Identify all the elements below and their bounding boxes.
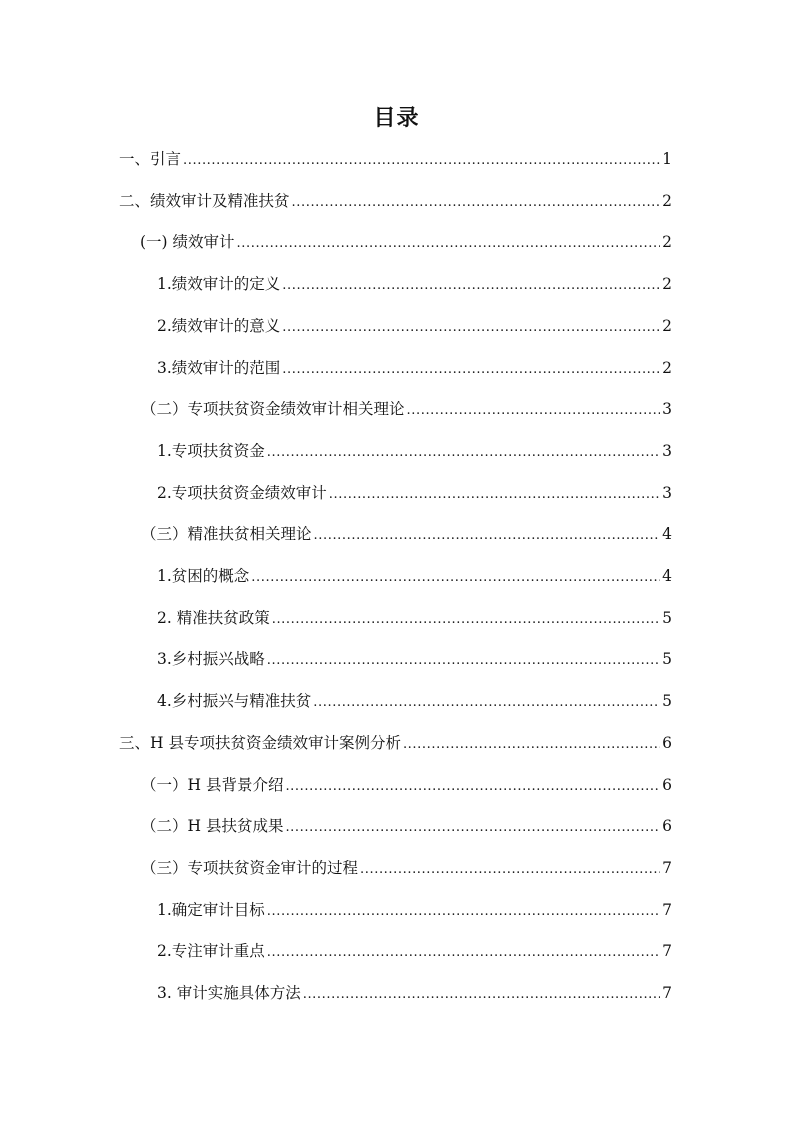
toc-entry-label: 4.乡村振兴与精准扶贫 [157,692,312,711]
toc-leader-dots [183,148,660,174]
toc-leader-dots [313,690,660,716]
toc-leader-dots [407,398,661,424]
toc-leader-dots [282,315,660,341]
toc-entry-page: 2 [662,316,672,335]
toc-entry[interactable] [157,355,672,381]
toc-entry-page: 4 [662,567,672,585]
toc-leader-dots [314,523,661,549]
toc-entry[interactable] [157,271,672,297]
toc-entry-label: （三）专项扶贫资金审计的过程 [141,858,359,877]
toc-entry[interactable] [141,396,672,422]
toc-entry-label: 一、引言 [119,150,182,168]
toc-entry-label: 二、绩效审计及精准扶贫 [119,191,290,210]
toc-entry-label: 三、H 县专项扶贫资金绩效审计案例分析 [119,733,401,752]
toc-entry[interactable] [157,688,672,714]
toc-entry-page: 3 [662,483,672,502]
toc-entry[interactable] [157,605,672,631]
toc-entry-page: 1 [662,150,672,168]
toc-leader-dots [329,482,660,508]
toc-entry[interactable] [141,855,672,881]
toc-entry-page: 2 [662,275,672,294]
toc-entry-page: 5 [662,650,672,669]
toc-entry-label: 1.绩效审计的定义 [157,275,281,294]
toc-entry-page: 3 [662,441,672,460]
toc-entry-label: 1.贫困的概念 [157,567,250,585]
toc-entry-page: 2 [662,191,672,210]
toc-entry-page: 5 [662,608,672,627]
toc-entry[interactable] [119,730,672,756]
toc-leader-dots [285,815,660,841]
toc-entry-page: 6 [662,817,672,836]
toc-entry-label: (一) 绩效审计 [140,233,235,252]
toc-entry-label: （二）专项扶贫资金绩效审计相关理论 [141,400,405,419]
toc-entry-page: 7 [662,942,672,961]
toc-entry-page: 4 [662,525,672,544]
toc-entry[interactable] [157,480,672,506]
toc-entry[interactable] [157,897,672,923]
toc-leader-dots [237,231,661,257]
toc-entry[interactable] [157,938,672,964]
toc-entry[interactable] [157,313,672,339]
toc-entry[interactable] [140,229,672,255]
toc-leader-dots [267,648,660,674]
toc-entry[interactable] [141,813,672,839]
toc-entry-page: 7 [662,858,672,877]
toc-leader-dots [267,940,660,966]
toc-entry-label: 3.乡村振兴战略 [157,650,265,669]
toc-entry-label: 2.专项扶贫资金绩效审计 [157,483,327,502]
toc-entry-label: （三）精准扶贫相关理论 [141,525,312,544]
toc-entry-page: 6 [662,733,672,752]
toc-entry-page: 2 [662,233,672,252]
toc-entry-page: 7 [662,900,672,919]
toc-entry-label: （一）H 县背景介绍 [141,775,284,794]
toc-entry-label: 3.绩效审计的范围 [157,358,281,377]
toc-entry-page: 7 [662,984,672,1002]
toc-leader-dots [251,565,660,591]
toc-leader-dots [272,607,660,633]
toc-entry-label: 2.专注审计重点 [157,942,265,961]
toc-entry-page: 2 [662,358,672,377]
toc-entry-page: 6 [662,775,672,794]
toc-entry-label: （二）H 县扶贫成果 [141,817,284,836]
toc-entry[interactable] [119,146,672,172]
toc-entry-page: 3 [662,400,672,419]
toc-leader-dots [267,899,660,925]
toc-leader-dots [282,273,660,299]
toc-entry-label: 2. 精准扶贫政策 [157,608,270,627]
toc-leader-dots [285,774,660,800]
toc-leader-dots [403,732,660,758]
toc-leader-dots [303,982,660,1008]
toc-entry[interactable] [141,772,672,798]
toc-entry-label: 1.专项扶贫资金 [157,441,265,460]
page-title: 目录 [373,106,420,131]
toc-entry[interactable] [157,438,672,464]
toc-entry[interactable] [157,980,672,1006]
toc-entry-page: 5 [662,692,672,711]
toc-entry[interactable] [157,646,672,672]
toc-leader-dots [282,357,660,383]
toc-entry-label: 2.绩效审计的意义 [157,316,281,335]
toc-leader-dots [360,857,660,883]
toc-leader-dots [267,440,660,466]
toc-leader-dots [292,190,661,216]
toc-entry[interactable] [157,563,672,589]
toc-entry[interactable] [119,188,672,214]
toc-entry-label: 3. 审计实施具体方法 [157,984,301,1002]
toc-entry-label: 1.确定审计目标 [157,900,265,919]
toc-entry[interactable] [141,521,672,547]
